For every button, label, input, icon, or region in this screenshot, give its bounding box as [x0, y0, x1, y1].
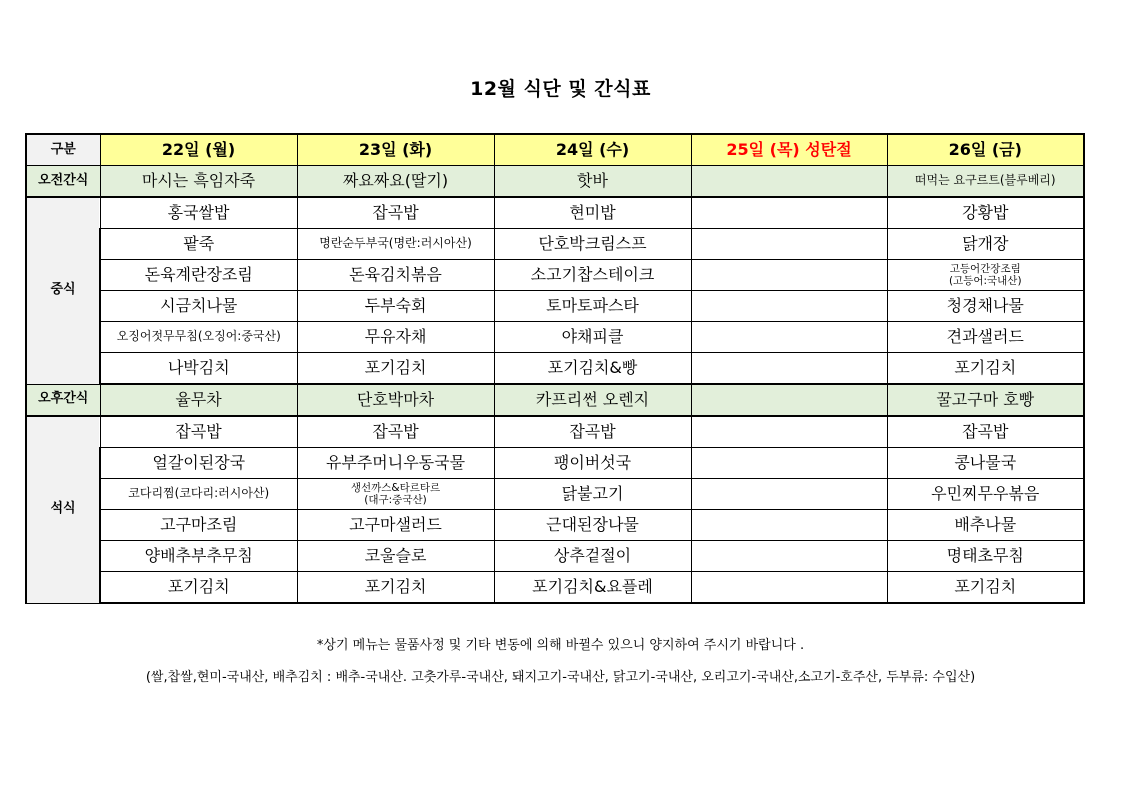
menu-cell: 시금치나물 — [100, 291, 297, 322]
menu-cell: 청경채나물 — [887, 291, 1084, 322]
day-header-fri: 26일 (금) — [887, 134, 1084, 166]
menu-cell: 명태초무침 — [887, 541, 1084, 572]
menu-cell: 포기김치&요플레 — [494, 572, 691, 604]
menu-cell-empty — [691, 384, 887, 416]
menu-cell: 고구마조림 — [100, 510, 297, 541]
menu-cell: 명란순두부국(명란:러시아산) — [297, 229, 494, 260]
menu-cell-empty — [691, 322, 887, 353]
menu-cell: 카프리썬 오렌지 — [494, 384, 691, 416]
menu-cell: 포기김치 — [297, 353, 494, 385]
menu-cell: 양배추부추무침 — [100, 541, 297, 572]
menu-cell: 돈육계란장조림 — [100, 260, 297, 291]
menu-cell: 잡곡밥 — [887, 416, 1084, 448]
dinner-row — [26, 541, 1084, 572]
lunch-row — [26, 260, 1084, 291]
menu-cell-line: 생선까스&타르타르 — [350, 481, 441, 494]
dinner-label: 석식 — [26, 416, 100, 603]
dinner-row — [26, 479, 1084, 510]
menu-cell: 오징어젓무무침(오징어:중국산) — [100, 322, 297, 353]
menu-cell: 잡곡밥 — [297, 197, 494, 229]
menu-cell-empty — [691, 448, 887, 479]
menu-cell: 근대된장나물 — [494, 510, 691, 541]
menu-cell-empty — [691, 229, 887, 260]
dinner-row — [26, 448, 1084, 479]
menu-cell: 단호박마차 — [297, 384, 494, 416]
lunch-row — [26, 197, 1084, 229]
menu-cell: 떠먹는 요구르트(블루베리) — [887, 166, 1084, 198]
menu-cell: 단호박크림스프 — [494, 229, 691, 260]
menu-cell-empty — [691, 510, 887, 541]
dinner-row — [26, 416, 1084, 448]
menu-cell: 잡곡밥 — [494, 416, 691, 448]
lunch-label: 중식 — [26, 197, 100, 384]
morning-snack-row — [26, 166, 1084, 198]
menu-cell-empty — [691, 353, 887, 385]
menu-cell: 꿀고구마 호빵 — [887, 384, 1084, 416]
morning-snack-label: 오전간식 — [26, 166, 100, 198]
menu-cell: 강황밥 — [887, 197, 1084, 229]
menu-cell: 코다리찜(코다리:러시아산) — [100, 479, 297, 510]
menu-cell: 토마토파스타 — [494, 291, 691, 322]
menu-cell-empty — [691, 197, 887, 229]
menu-cell-empty — [691, 260, 887, 291]
menu-cell: 닭불고기 — [494, 479, 691, 510]
menu-cell: 포기김치 — [887, 572, 1084, 604]
menu-cell: 돈육김치볶음 — [297, 260, 494, 291]
menu-cell: 견과샐러드 — [887, 322, 1084, 353]
menu-cell-empty — [691, 541, 887, 572]
menu-cell: 야채피클 — [494, 322, 691, 353]
afternoon-snack-row — [26, 384, 1084, 416]
lunch-row — [26, 291, 1084, 322]
menu-cell: 포기김치&빵 — [494, 353, 691, 385]
menu-cell: 상추겉절이 — [494, 541, 691, 572]
menu-cell: 잡곡밥 — [297, 416, 494, 448]
menu-cell: 소고기찹스테이크 — [494, 260, 691, 291]
menu-cell: 포기김치 — [297, 572, 494, 604]
menu-cell: 닭개장 — [887, 229, 1084, 260]
menu-cell: 율무차 — [100, 384, 297, 416]
dinner-row — [26, 510, 1084, 541]
day-header-thu-holiday: 25일 (목) 성탄절 — [691, 134, 887, 166]
menu-cell: 마시는 흑임자죽 — [100, 166, 297, 198]
menu-cell-empty — [691, 416, 887, 448]
meal-table — [25, 133, 1085, 604]
lunch-row — [26, 322, 1084, 353]
menu-cell — [297, 479, 494, 510]
origin-text: (쌀,찹쌀,현미-국내산, 배추김치 : 배추-국내산. 고춧가루-국내산, 돼지고기-국내산, 닭고기-국내산, 오리고기-국내산,소고기-호주산, 두부류: 수입산) — [145, 670, 976, 685]
menu-cell: 현미밥 — [494, 197, 691, 229]
notice-text: *상기 메뉴는 물품사정 및 기타 변동에 의해 바뀔수 있으니 양지하여 주시기 바랍니다 . — [316, 638, 805, 653]
menu-cell: 잡곡밥 — [100, 416, 297, 448]
menu-cell: 콩나물국 — [887, 448, 1084, 479]
page-title: 12월 식단 및 간식표 — [470, 78, 651, 100]
menu-cell: 고구마샐러드 — [297, 510, 494, 541]
menu-cell: 팥죽 — [100, 229, 297, 260]
menu-cell: 나박김치 — [100, 353, 297, 385]
menu-cell: 홍국쌀밥 — [100, 197, 297, 229]
menu-cell: 두부숙회 — [297, 291, 494, 322]
menu-cell — [887, 260, 1084, 291]
menu-cell: 유부주머니우동국물 — [297, 448, 494, 479]
lunch-row — [26, 229, 1084, 260]
lunch-row — [26, 353, 1084, 385]
menu-cell: 코울슬로 — [297, 541, 494, 572]
afternoon-snack-label: 오후간식 — [26, 384, 100, 416]
category-header: 구분 — [26, 134, 100, 166]
menu-cell-empty — [691, 291, 887, 322]
menu-cell: 포기김치 — [887, 353, 1084, 385]
menu-cell: 짜요짜요(딸기) — [297, 166, 494, 198]
day-header-wed: 24일 (수) — [494, 134, 691, 166]
menu-cell: 팽이버섯국 — [494, 448, 691, 479]
day-header-tue: 23일 (화) — [297, 134, 494, 166]
menu-cell: 배추나물 — [887, 510, 1084, 541]
menu-cell: 얼갈이된장국 — [100, 448, 297, 479]
dinner-row — [26, 572, 1084, 604]
menu-cell-line: (대구:중국산) — [364, 494, 427, 506]
menu-cell: 우민찌무우볶음 — [887, 479, 1084, 510]
menu-cell-line: 고등어간장조림 — [949, 262, 1021, 275]
menu-cell-empty — [691, 479, 887, 510]
menu-cell-empty — [691, 572, 887, 604]
menu-cell-line: (고등어:국내산) — [948, 275, 1022, 287]
header-row — [26, 134, 1084, 166]
menu-cell-empty — [691, 166, 887, 198]
menu-cell: 핫바 — [494, 166, 691, 198]
day-header-mon: 22일 (월) — [100, 134, 297, 166]
menu-cell: 포기김치 — [100, 572, 297, 604]
menu-cell: 무유자채 — [297, 322, 494, 353]
